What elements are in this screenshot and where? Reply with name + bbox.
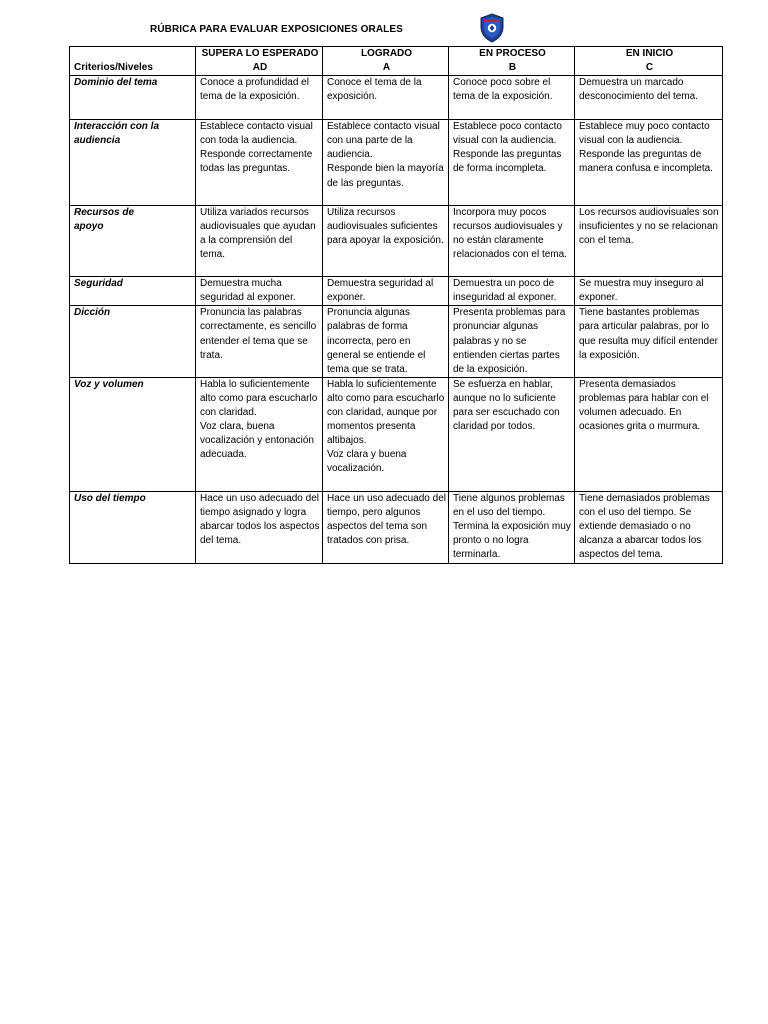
level-code: C <box>645 62 654 74</box>
level-header-c <box>575 47 723 76</box>
school-shield-logo-icon <box>479 13 505 43</box>
rubric-cell-a: Establece contacto visual con una parte de la audiencia. Responde bien la mayoría de las preguntas. <box>323 120 449 206</box>
rubric-cell-c: Demuestra un marcado desconocimiento del tema. <box>575 76 723 120</box>
rubric-cell-ad: Habla lo suficientemente alto como para escucharlo con claridad. Voz clara, buena vocalización y entonación adecuada. <box>196 377 323 491</box>
rubric-row-uso-del-tiempo <box>70 491 723 563</box>
rubric-row-voz-y-volumen <box>70 377 723 491</box>
level-code: AD <box>252 62 268 74</box>
rubric-row-interaccion <box>70 120 723 206</box>
rubric-cell-ad: Demuestra mucha seguridad al exponer. <box>196 277 323 306</box>
rubric-cell-c: Tiene demasiados problemas con el uso del tiempo. Se extiende demasiado o no alcanza a abarcar todos los aspectos del tema. <box>575 491 723 563</box>
level-code: A <box>382 62 391 74</box>
level-name: EN PROCESO <box>479 48 546 59</box>
level-header-b <box>449 47 575 76</box>
rubric-cell-c: Tiene bastantes problemas para articular palabras, por lo que resulta muy difícil entender la exposición. <box>575 306 723 377</box>
rubric-row-dominio-del-tema <box>70 76 723 120</box>
rubric-cell-b: Demuestra un poco de inseguridad al exponer. <box>449 277 575 306</box>
level-name: EN INICIO <box>625 48 674 59</box>
criterion-label: Recursos de apoyo <box>70 206 196 277</box>
rubric-cell-c: Los recursos audiovisuales son insuficientes y no se relacionan con el tema. <box>575 206 723 277</box>
level-name: LOGRADO <box>360 48 413 59</box>
rubric-cell-b: Tiene algunos problemas en el uso del tiempo. Termina la exposición muy pronto o no logra terminarla. <box>449 491 575 563</box>
criterion-label: Interacción con la audiencia <box>70 120 196 206</box>
level-code: B <box>508 62 517 74</box>
rubric-cell-ad: Establece contacto visual con toda la audiencia. Responde correctamente todas las preguntas. <box>196 120 323 206</box>
rubric-row-recursos <box>70 206 723 277</box>
rubric-cell-a: Demuestra seguridad al exponer. <box>323 277 449 306</box>
criterion-label: Seguridad <box>70 277 196 306</box>
rubric-cell-b: Incorpora muy pocos recursos audiovisuales y no están claramente relacionados con el tema. <box>449 206 575 277</box>
rubric-cell-ad: Conoce a profundidad el tema de la exposición. <box>196 76 323 120</box>
rubric-cell-a: Pronuncia algunas palabras de forma incorrecta, pero en general se entiende el tema que se trata. <box>323 306 449 377</box>
rubric-cell-c: Se muestra muy inseguro al exponer. <box>575 277 723 306</box>
rubric-cell-a: Utiliza recursos audiovisuales suficientes para apoyar la exposición. <box>323 206 449 277</box>
level-header-ad <box>196 47 323 76</box>
rubric-cell-a: Habla lo suficientemente alto como para escucharlo con claridad, aunque por momentos presenta altibajos. Voz clara y buena vocalización. <box>323 377 449 491</box>
rubric-cell-c: Presenta demasiados problemas para hablar con el volumen adecuado. En ocasiones grita o murmura. <box>575 377 723 491</box>
document-title: RÚBRICA PARA EVALUAR EXPOSICIONES ORALES <box>150 24 403 35</box>
rubric-cell-ad: Utiliza variados recursos audiovisuales que ayudan a la comprensión del tema. <box>196 206 323 277</box>
rubric-cell-a: Conoce el tema de la exposición. <box>323 76 449 120</box>
rubric-cell-c: Establece muy poco contacto visual con la audiencia. Responde las preguntas de manera confusa e incompleta. <box>575 120 723 206</box>
criterion-label: Dicción <box>70 306 196 377</box>
rubric-table <box>69 46 723 564</box>
criterion-label: Uso del tiempo <box>70 491 196 563</box>
rubric-cell-b: Se esfuerza en hablar, aunque no lo suficiente para ser escuchado con claridad por todos. <box>449 377 575 491</box>
rubric-cell-b: Establece poco contacto visual con la audiencia. Responde las preguntas de forma incompleta. <box>449 120 575 206</box>
level-header-a <box>323 47 449 76</box>
rubric-row-seguridad <box>70 277 723 306</box>
criterion-label: Dominio del tema <box>70 76 196 120</box>
rubric-cell-b: Conoce poco sobre el tema de la exposición. <box>449 76 575 120</box>
rubric-cell-ad: Pronuncia las palabras correctamente, es sencillo entender el tema que se trata. <box>196 306 323 377</box>
criterion-label: Voz y volumen <box>70 377 196 491</box>
level-name: SUPERA LO ESPERADO <box>201 48 319 59</box>
rubric-cell-ad: Hace un uso adecuado del tiempo asignado y logra abarcar todos los aspectos del tema. <box>196 491 323 563</box>
criteria-levels-header: Criterios/Niveles <box>70 47 196 76</box>
rubric-header-row <box>70 47 723 76</box>
rubric-cell-a: Hace un uso adecuado del tiempo, pero algunos aspectos del tema son tratados con prisa. <box>323 491 449 563</box>
rubric-cell-b: Presenta problemas para pronunciar algunas palabras y no se entienden ciertas partes de la exposición. <box>449 306 575 377</box>
rubric-row-diccion <box>70 306 723 377</box>
